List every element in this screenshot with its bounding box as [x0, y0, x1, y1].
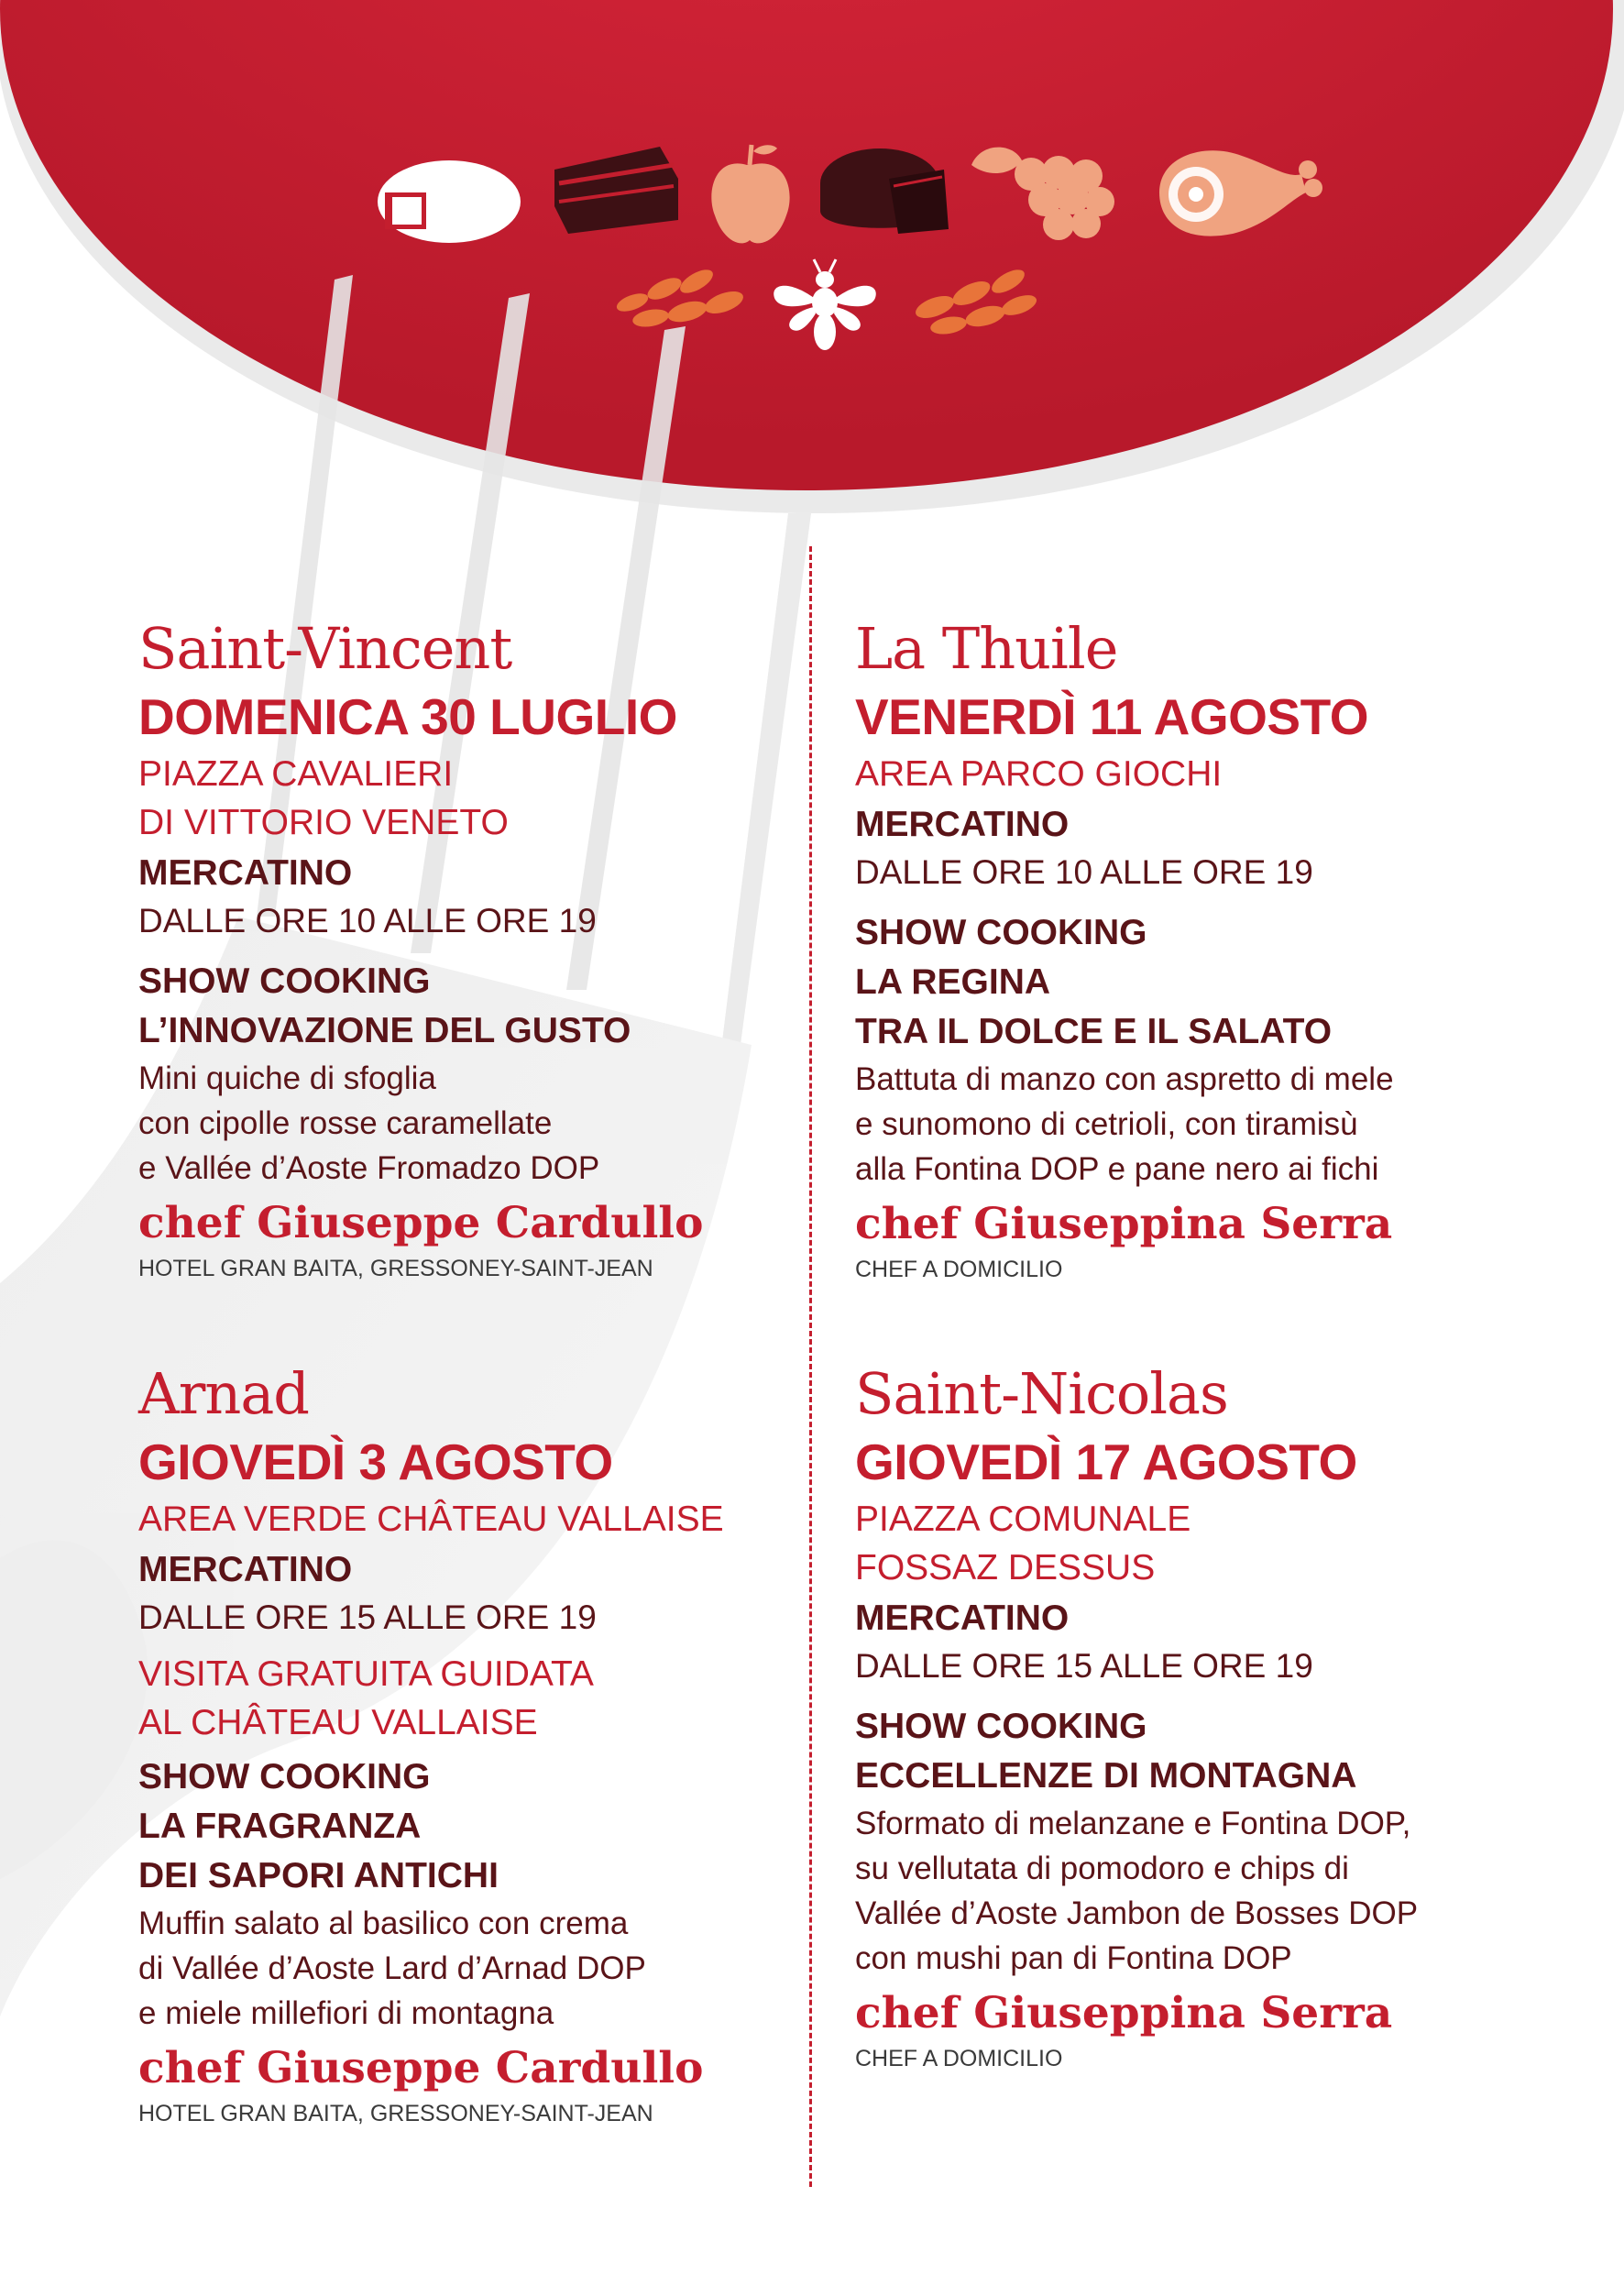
chef-name: chef Giuseppina Serra: [855, 1199, 1393, 1249]
dish-description: [855, 1801, 1515, 1981]
show-line: SHOW COOKING: [855, 1707, 1147, 1746]
show-cooking-title: [138, 957, 798, 1056]
event-venue: [138, 750, 798, 847]
show-line: DEI SAPORI ANTICHI: [138, 1856, 499, 1895]
event-town: La Thuile: [855, 615, 1118, 682]
show-line: SHOW COOKING: [138, 961, 431, 1001]
food-icons-row: [0, 0, 1624, 550]
show-line: LA FRAGRANZA: [138, 1807, 422, 1846]
show-line: ECCELLENZE DI MONTAGNA: [855, 1756, 1357, 1796]
event-saint-vincent: [138, 614, 798, 1284]
tour-line: VISITA GRATUITA GUIDATA: [138, 1654, 594, 1694]
cheese-wheel-icon: [378, 160, 521, 243]
show-line: L’INNOVAZIONE DEL GUSTO: [138, 1011, 631, 1050]
event-date: DOMENICA 30 LUGLIO: [138, 688, 677, 745]
market-hours: DALLE ORE 10 ALLE ORE 19: [138, 902, 597, 939]
dish-line: con cipolle rosse caramellate: [138, 1105, 553, 1141]
market-label: MERCATINO: [855, 805, 1070, 844]
event-town: Saint-Nicolas: [855, 1360, 1228, 1427]
dish-line: su vellutata di pomodoro e chips di: [855, 1851, 1349, 1886]
guided-tour: [138, 1650, 798, 1747]
dish-description: [855, 1057, 1515, 1192]
ham-leg-icon: [1159, 150, 1322, 236]
dish-line: e miele millefiori di montagna: [138, 1995, 554, 2031]
dish-line: Muffin salato al basilico con crema: [138, 1906, 629, 1941]
apple-icon: [711, 145, 789, 243]
chef-name: chef Giuseppe Cardullo: [138, 1198, 704, 1248]
market-label: MERCATINO: [855, 1598, 1070, 1638]
venue-line: AREA VERDE CHÂTEAU VALLAISE: [138, 1500, 724, 1539]
market-hours: DALLE ORE 10 ALLE ORE 19: [855, 853, 1313, 891]
event-town: Saint-Vincent: [138, 615, 512, 682]
dish-description: [138, 1901, 798, 2036]
column-divider: [809, 546, 812, 2187]
event-town: Arnad: [138, 1360, 309, 1427]
market-hours: DALLE ORE 15 ALLE ORE 19: [138, 1598, 597, 1636]
dish-line: di Vallée d’Aoste Lard d’Arnad DOP: [138, 1950, 646, 1986]
event-venue: [855, 750, 1515, 798]
chef-affiliation: HOTEL GRAN BAITA, GRESSONEY-SAINT-JEAN: [138, 2101, 653, 2126]
lard-slab-icon: [554, 147, 678, 234]
chef-affiliation: CHEF A DOMICILIO: [855, 1257, 1063, 1282]
dish-line: Battuta di manzo con aspretto di mele: [855, 1061, 1394, 1097]
event-date: GIOVEDÌ 3 AGOSTO: [138, 1434, 613, 1490]
dish-line: Sformato di melanzane e Fontina DOP,: [855, 1806, 1411, 1841]
show-line: SHOW COOKING: [138, 1757, 431, 1796]
show-line: TRA IL DOLCE E IL SALATO: [855, 1012, 1333, 1051]
dish-line: con mushi pan di Fontina DOP: [855, 1940, 1292, 1976]
chef-name: chef Giuseppina Serra: [855, 1988, 1393, 2038]
venue-line: FOSSAZ DESSUS: [855, 1548, 1156, 1587]
event-date: GIOVEDÌ 17 AGOSTO: [855, 1434, 1357, 1490]
venue-line: PIAZZA COMUNALE: [855, 1500, 1191, 1539]
dish-line: e Vallée d’Aoste Fromadzo DOP: [138, 1150, 600, 1186]
market-label: MERCATINO: [138, 1550, 353, 1589]
venue-line: DI VITTORIO VENETO: [138, 803, 509, 842]
event-arnad: [138, 1359, 798, 2129]
event-la-thuile: [855, 614, 1515, 1285]
event-venue: [855, 1495, 1515, 1592]
dish-line: e sunomono di cetrioli, con tiramisù: [855, 1106, 1358, 1142]
chef-affiliation: CHEF A DOMICILIO: [855, 2046, 1063, 2071]
wheat-left-icon: [614, 265, 746, 329]
chef-name: chef Giuseppe Cardullo: [138, 2043, 704, 2093]
venue-line: PIAZZA CAVALIERI: [138, 754, 454, 794]
market-hours: DALLE ORE 15 ALLE ORE 19: [855, 1647, 1313, 1685]
dish-line: Vallée d’Aoste Jambon de Bosses DOP: [855, 1895, 1419, 1931]
show-cooking-title: [138, 1752, 798, 1901]
event-venue: [138, 1495, 798, 1543]
show-cooking-title: [855, 908, 1515, 1057]
event-saint-nicolas: [855, 1359, 1515, 2074]
show-line: SHOW COOKING: [855, 913, 1147, 952]
market-label: MERCATINO: [138, 853, 353, 893]
venue-line: AREA PARCO GIOCHI: [855, 754, 1223, 794]
dish-line: Mini quiche di sfoglia: [138, 1060, 436, 1096]
show-line: LA REGINA: [855, 962, 1051, 1002]
fontina-cheese-icon: [820, 148, 949, 234]
grapes-icon: [971, 148, 1114, 240]
bee-icon: [774, 259, 876, 350]
event-date: VENERDÌ 11 AGOSTO: [855, 688, 1369, 745]
tour-line: AL CHÂTEAU VALLAISE: [138, 1703, 538, 1742]
chef-affiliation: HOTEL GRAN BAITA, GRESSONEY-SAINT-JEAN: [138, 1256, 653, 1281]
show-cooking-title: [855, 1702, 1515, 1801]
dish-description: [138, 1056, 798, 1191]
wheat-right-icon: [913, 265, 1039, 336]
dish-line: alla Fontina DOP e pane nero ai fichi: [855, 1151, 1379, 1187]
